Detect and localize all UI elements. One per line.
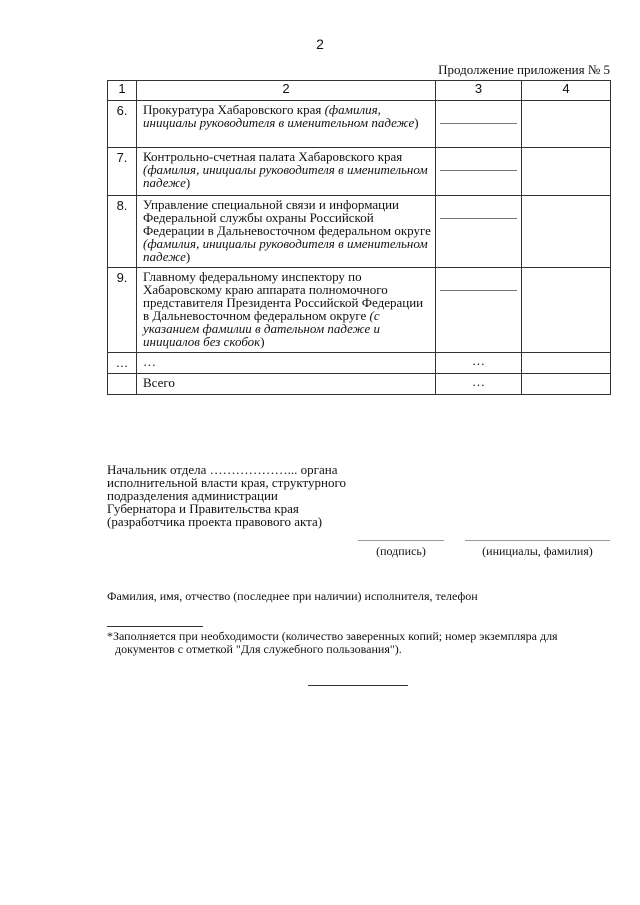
page-number: 2 [316,36,324,52]
table-header-row [108,81,611,101]
recipient-note: (фамилия, инициалы руководителя в именительном падеже [143,162,428,190]
table-row [108,268,611,353]
copies-cell[interactable] [436,268,522,353]
recipient-note: (фамилия, инициалы руководителя в именительном падеже [143,236,428,264]
fill-line [440,218,517,219]
copy-number-cell[interactable] [522,196,611,268]
signature-label: (подпись) [376,544,426,558]
recipient-cell [137,196,436,268]
table-row-ellipsis [108,353,611,374]
header-cell-1: 1 [108,81,137,101]
copy-number-cell[interactable] [522,101,611,148]
row-number: … [108,353,137,374]
recipient-note-close: ) [260,334,265,349]
recipient-cell [137,148,436,196]
recipient-name: Управление специальной связи и информации Федеральной службы охраны Российской Федерации в Дальневосточном федеральном округе [143,197,431,238]
table-row [108,196,611,268]
recipient-note-close: ) [185,249,191,264]
copy-number-cell[interactable] [522,148,611,196]
recipient-note-close: ) [185,175,191,190]
name-line[interactable] [465,540,610,541]
total-label: Всего [137,374,436,395]
empty-cell [108,374,137,395]
header-cell-4: 4 [522,81,611,101]
name-label: (инициалы, фамилия) [482,544,593,558]
empty-cell [522,374,611,395]
copies-cell[interactable] [436,148,522,196]
fill-line [440,290,517,291]
row-number: 7. [108,148,137,196]
row-number: 6. [108,101,137,148]
recipient-cell [137,101,436,148]
recipient-name: Прокуратура Хабаровского края [143,102,325,117]
signatory-position: Начальник отдела ………………... органа исполнительной власти края, структурного подразделения администрации Губернатора и Правительства края (разработчика проекта правового акта) [107,462,346,529]
copies-cell: … [436,353,522,374]
signature-line[interactable] [358,540,444,541]
footnote-line-1: *Заполняется при необходимости (количество заверенных копий; номер экземпляра для [107,629,558,643]
table-row-total [108,374,611,395]
row-number: 9. [108,268,137,353]
copies-cell[interactable] [436,101,522,148]
header-cell-2: 2 [137,81,436,101]
end-divider [308,685,408,686]
copy-number-cell[interactable] [522,268,611,353]
footnote [107,630,610,656]
recipient-note: (фамилия, инициалы руководителя в именительном падеже [143,102,415,130]
footnote-line-2: документов с отметкой "Для служебного пользования"). [115,642,402,656]
distribution-table [107,80,611,395]
fill-line [440,170,517,171]
executor-info: Фамилия, имя, отчество (последнее при наличии) исполнителя, телефон [107,589,478,603]
fill-line [440,123,517,124]
recipient-cell: … [137,353,436,374]
table-row [108,101,611,148]
header-cell-3: 3 [436,81,522,101]
recipient-name: Контрольно-счетная палата Хабаровского края [143,149,403,164]
appendix-continuation-label: Продолжение приложения № 5 [438,62,610,77]
recipient-cell [137,268,436,353]
row-number: 8. [108,196,137,268]
footnote-divider [107,626,203,627]
recipient-note-close: ) [414,115,419,130]
copy-number-cell [522,353,611,374]
table-row [108,148,611,196]
total-copies-cell: … [436,374,522,395]
recipient-name: Главному федеральному инспектору по Хабаровскому краю аппарата полномочного представителя Президента Российской Федерации в Дальневосточном федеральном округе [143,269,424,323]
copies-cell[interactable] [436,196,522,268]
recipient-note: (с указанием фамилии в дательном падеже и инициалов без скобок [143,308,380,349]
